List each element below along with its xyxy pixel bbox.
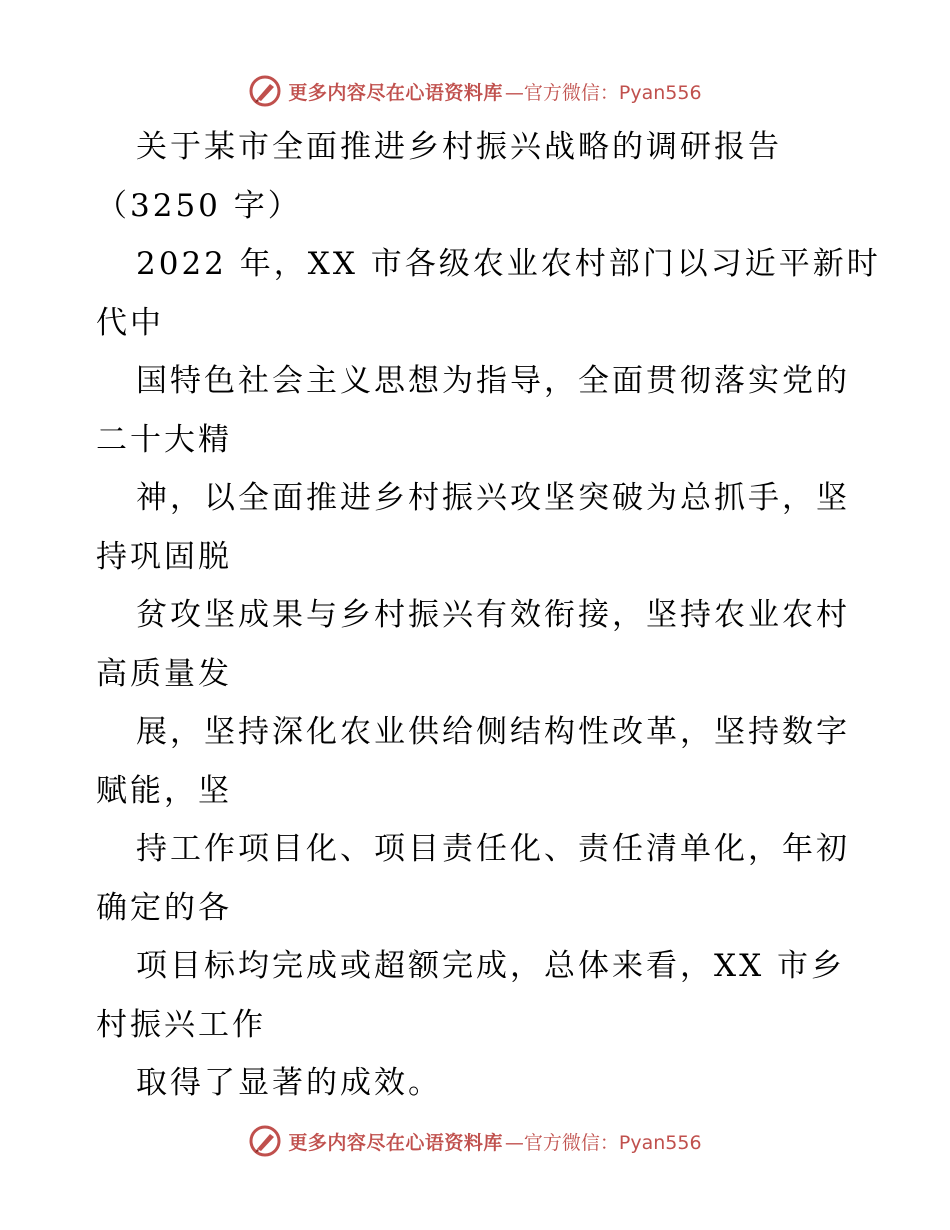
watermark-header — [0, 71, 950, 111]
watermark-contact: —官方微信：Pyan556 — [504, 1131, 702, 1154]
watermark-text: 更多内容尽在心语资料库 — [288, 81, 503, 104]
document-text-line: 代中 — [96, 304, 164, 341]
document-text-line: 神，以全面推进乡村振兴攻坚突破为总抓手，坚 — [136, 480, 850, 516]
document-text-line: 取得了显著的成效。 — [136, 1065, 442, 1101]
document-text-line: 确定的各 — [96, 889, 232, 926]
document-text-line: （3250 字） — [96, 187, 302, 224]
document-text-line: 贫攻坚成果与乡村振兴有效衔接，坚持农业农村 — [136, 597, 850, 633]
watermark-footer — [0, 1121, 950, 1161]
document-text-line: 2022 年，XX 市各级农业农村部门以习近平新时 — [136, 246, 881, 282]
watermark-contact: —官方微信：Pyan556 — [504, 81, 702, 104]
document-text-line: 赋能，坚 — [96, 772, 232, 809]
document-body — [96, 118, 881, 1113]
watermark-text: 更多内容尽在心语资料库 — [288, 1131, 503, 1154]
document-text-line: 高质量发 — [96, 655, 232, 692]
document-title-line: 关于某市全面推进乡村振兴战略的调研报告 — [136, 129, 782, 165]
document-text-line: 二十大精 — [96, 421, 232, 458]
document-text-line: 展，坚持深化农业供给侧结构性改革，坚持数字 — [136, 714, 850, 750]
document-text-line: 村振兴工作 — [96, 1006, 266, 1043]
document-text-line: 持巩固脱 — [96, 538, 232, 575]
document-text-line: 国特色社会主义思想为指导，全面贯彻落实党的 — [136, 363, 850, 399]
document-text-line: 持工作项目化、项目责任化、责任清单化，年初 — [136, 831, 850, 867]
pen-logo-icon — [248, 1124, 282, 1158]
pen-logo-icon — [248, 74, 282, 108]
document-text-line: 项目标均完成或超额完成，总体来看，XX 市乡 — [136, 948, 845, 984]
